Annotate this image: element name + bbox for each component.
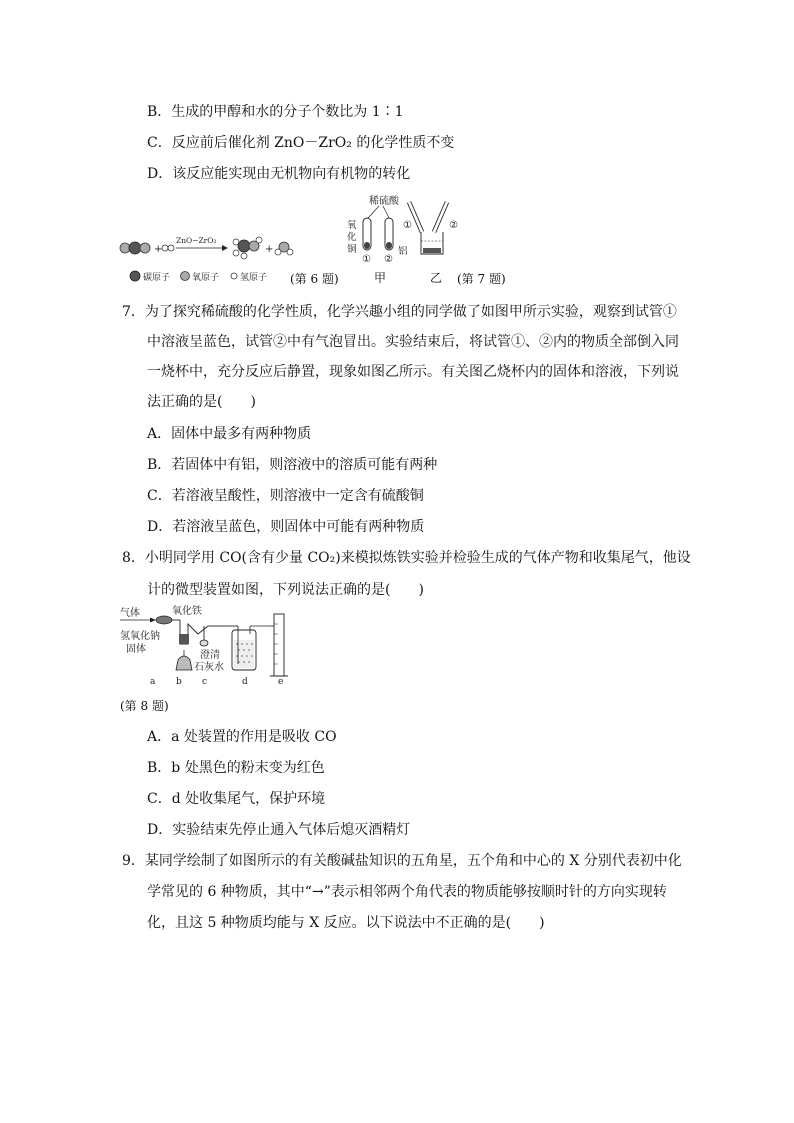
limewater-label-1: 澄清 <box>200 650 220 661</box>
legend-oxygen: 氧原子 <box>192 273 220 283</box>
q8-stem-line-2: 计的微型装置如图，下列说法正确的是( ) <box>147 582 424 598</box>
test-tube-1 <box>363 218 371 250</box>
h2-molecule <box>162 245 174 251</box>
fig6-reaction-diagram <box>118 228 318 290</box>
beaker <box>409 202 447 254</box>
limewater-label-2: 石灰水 <box>194 662 224 673</box>
beaker-tube2-mark: ② <box>449 220 458 231</box>
catalyst-label: ZnO−ZrO₂ <box>176 236 217 245</box>
fig7-caption: (第 7 题) <box>457 272 506 286</box>
svg-text:+: + <box>154 244 163 255</box>
tube2-mark: ② <box>384 254 393 264</box>
label-yi: 乙 <box>430 271 443 285</box>
label-a: a <box>150 677 156 687</box>
q8-option-d: D．实验结束先停止通入气体后熄灭酒精灯 <box>147 822 411 838</box>
label-b: b <box>176 677 182 687</box>
legend-carbon-icon <box>130 271 140 281</box>
beaker-tube1-mark: ① <box>403 220 412 231</box>
cu-oxide-label-2: 化 <box>347 232 357 243</box>
q9-stem-line-2: 学常见的 6 种物质，其中“→”表示相邻两个角代表的物质能够按顺时针的方向实现转 <box>147 884 667 900</box>
measuring-cylinder <box>268 614 288 676</box>
q8-stem-line-1: 8．小明同学用 CO(含有少量 CO₂)来模拟炼铁实验并检验生成的气体产物和收集尾气，他设 <box>122 550 691 566</box>
fig7-apparatus <box>335 192 465 264</box>
collection-bottle <box>223 626 268 670</box>
fig6-caption: (第 6 题) <box>290 272 339 286</box>
q7-option-a: A．固体中最多有两种物质 <box>147 426 312 442</box>
q9-stem-line-3: 化，且这 5 种物质均能与 X 反应。以下说法中不正确的是( ) <box>147 915 545 931</box>
label-e: e <box>278 677 284 687</box>
q7-option-b: B．若固体中有铝，则溶液中的溶质可能有两种 <box>147 457 438 473</box>
legend-hydrogen-icon <box>231 273 237 279</box>
q6-option-b: B．生成的甲醇和水的分子个数比为 1∶1 <box>147 104 404 120</box>
q8-option-c: C．d 处收集尾气，保护环境 <box>147 791 326 807</box>
legend-hydrogen: 氢原子 <box>240 273 268 283</box>
q7-stem-line-4: 法正确的是( ) <box>147 394 256 410</box>
q7-option-c: C．若溶液呈酸性，则溶液中一定含有硫酸铜 <box>147 488 424 504</box>
q6-option-c: C．反应前后催化剂 ZnO－ZrO₂ 的化学性质不变 <box>147 135 455 151</box>
fig8-apparatus <box>118 604 298 688</box>
aluminium-label: 铝 <box>398 246 408 257</box>
label-d: d <box>242 677 248 687</box>
q9-stem-line-1: 9．某同学绘制了如图所示的有关酸碱盐知识的五角星，五个角和中心的 X 分别代表初中化 <box>122 853 682 869</box>
cu-oxide-label-1: 氧 <box>347 220 357 231</box>
label-jia: 甲 <box>374 271 387 285</box>
tube1-mark: ① <box>362 254 371 264</box>
svg-text:+: + <box>265 244 274 255</box>
q8-option-b: B．b 处黑色的粉末变为红色 <box>147 760 325 776</box>
q8-option-a: A．a 处装置的作用是吸收 CO <box>147 729 337 745</box>
q7-stem-line-1: 7．为了探究稀硫酸的化学性质，化学兴趣小组的同学做了如图甲所示实验，观察到试管① <box>122 304 677 320</box>
test-tube-2 <box>385 218 393 250</box>
q6-option-d: D．该反应能实现由无机物向有机物的转化 <box>147 166 411 182</box>
naoh-label-2: 固体 <box>126 644 146 655</box>
methanol-molecule <box>233 237 262 259</box>
alcohol-lamp <box>176 650 192 670</box>
naoh-label-1: 氢氧化钠 <box>120 631 160 642</box>
legend-carbon: 碳原子 <box>143 273 171 283</box>
legend-oxygen-icon <box>181 272 190 281</box>
q7-option-d: D．若溶液呈蓝色，则固体中可能有两种物质 <box>147 519 425 535</box>
water-molecule <box>275 242 293 255</box>
label-c: c <box>202 677 208 687</box>
gas-label: 气体 <box>120 608 140 619</box>
iron-oxide-label: 氧化铁 <box>172 606 202 617</box>
fig8-caption: (第 8 题) <box>120 699 169 713</box>
q7-stem-line-2: 中溶液呈蓝色，试管②中有气泡冒出。实验结束后，将试管①、②内的物质全部倒入同 <box>147 334 679 350</box>
dilute-acid-label: 稀硫酸 <box>369 196 399 207</box>
q7-stem-line-3: 一烧杯中，充分反应后静置，现象如图乙所示。有关图乙烧杯内的固体和溶液，下列说 <box>147 364 679 380</box>
co2-molecule <box>120 242 150 254</box>
cu-oxide-label-3: 铜 <box>347 244 357 255</box>
limewater-bulb <box>200 626 208 646</box>
naoh-tube <box>156 616 180 624</box>
